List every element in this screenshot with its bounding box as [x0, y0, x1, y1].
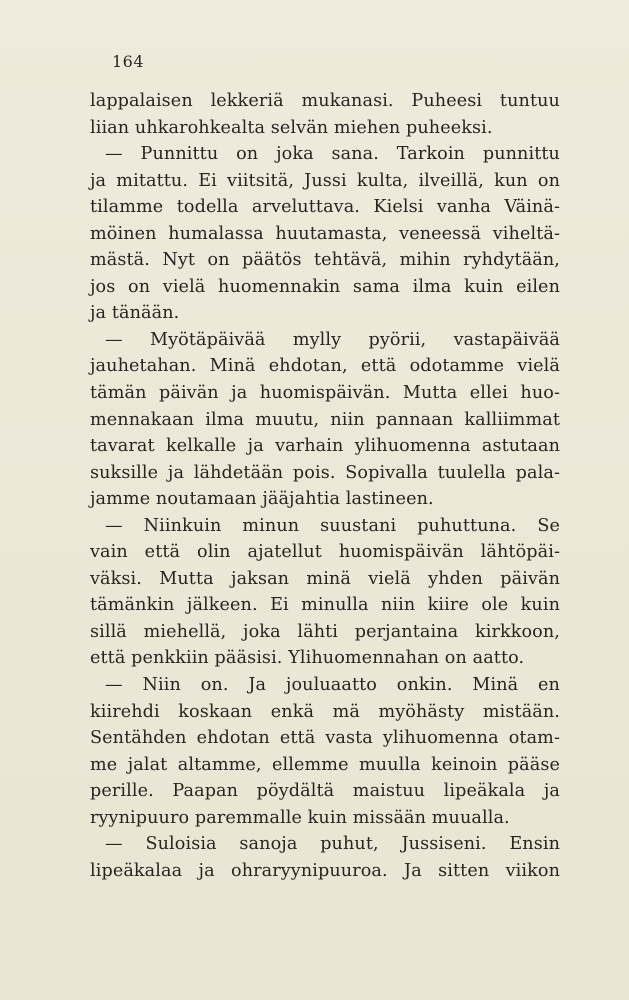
text-line: ja tänään. — [90, 303, 180, 324]
text-line: lipeäkalaa ja ohraryynipuuroa. Ja sitten viikon — [90, 860, 560, 881]
text-line: ja mitattu. Ei viitsitä, Jussi kulta, ilveillä, kun on — [90, 170, 560, 191]
text-line: väksi. Mutta jaksan minä vielä yhden päivän — [90, 568, 560, 589]
text-line: möinen humalassa huutamasta, veneessä viheltä- — [90, 223, 560, 244]
text-line: mästä. Nyt on päätös tehtävä, mihin ryhdytään, — [90, 250, 560, 271]
text-line: tilamme todella arveluttava. Kielsi vanha Väinä- — [90, 197, 560, 218]
text-line: vain että olin ajatellut huomispäivän lähtöpäi- — [90, 542, 560, 563]
text-line: me jalat altamme, ellemme muulla keinoin pääse — [90, 754, 560, 775]
text-line: tämänkin jälkeen. Ei minulla niin kiire ole kuin — [90, 595, 560, 616]
text-line: tämän päivän ja huomispäivän. Mutta ellei huo- — [90, 383, 560, 404]
text-line: liian uhkarohkealta selvän miehen puheeksi. — [90, 117, 493, 138]
text-line: kiirehdi koskaan enkä mä myöhästy mistään. — [90, 701, 560, 722]
page-number: 164 — [112, 52, 145, 71]
text-line: jamme noutamaan jääjahtia lastineen. — [90, 489, 434, 510]
body-text — [90, 88, 560, 884]
text-line: — Punnittu on joka sana. Tarkoin punnittu — [105, 144, 560, 165]
text-line: Sentähden ehdotan että vasta ylihuomenna otam- — [90, 728, 560, 749]
text-line: — Suloisia sanoja puhut, Jussiseni. Ensin — [105, 834, 560, 855]
text-line: suksille ja lähdetään pois. Sopivalla tuulella pala- — [90, 462, 560, 483]
text-line: jos on vielä huomennakin sama ilma kuin eilen — [90, 276, 560, 297]
text-line: mennakaan ilma muutu, niin pannaan kalliimmat — [90, 409, 560, 430]
text-line: — Niin on. Ja jouluaatto onkin. Minä en — [105, 675, 560, 696]
text-line: että penkkiin pääsisi. Ylihuomennahan on aatto. — [90, 648, 525, 669]
text-line: — Myötäpäivää mylly pyörii, vastapäivää — [105, 329, 560, 350]
text-line: perille. Paapan pöydältä maistuu lipeäkala ja — [90, 781, 560, 802]
text-line: — Niinkuin minun suustani puhuttuna. Se — [105, 515, 560, 536]
text-line: jauhetahan. Minä ehdotan, että odotamme vielä — [90, 356, 560, 377]
text-line: lappalaisen lekkeriä mukanasi. Puheesi tuntuu — [90, 91, 560, 111]
text-line: ryynipuuro paremmalle kuin missään muualla. — [90, 807, 510, 828]
text-line: sillä miehellä, joka lähti perjantaina kirkkoon, — [90, 621, 560, 642]
text-line: tavarat kelkalle ja varhain ylihuomenna astutaan — [90, 436, 560, 457]
